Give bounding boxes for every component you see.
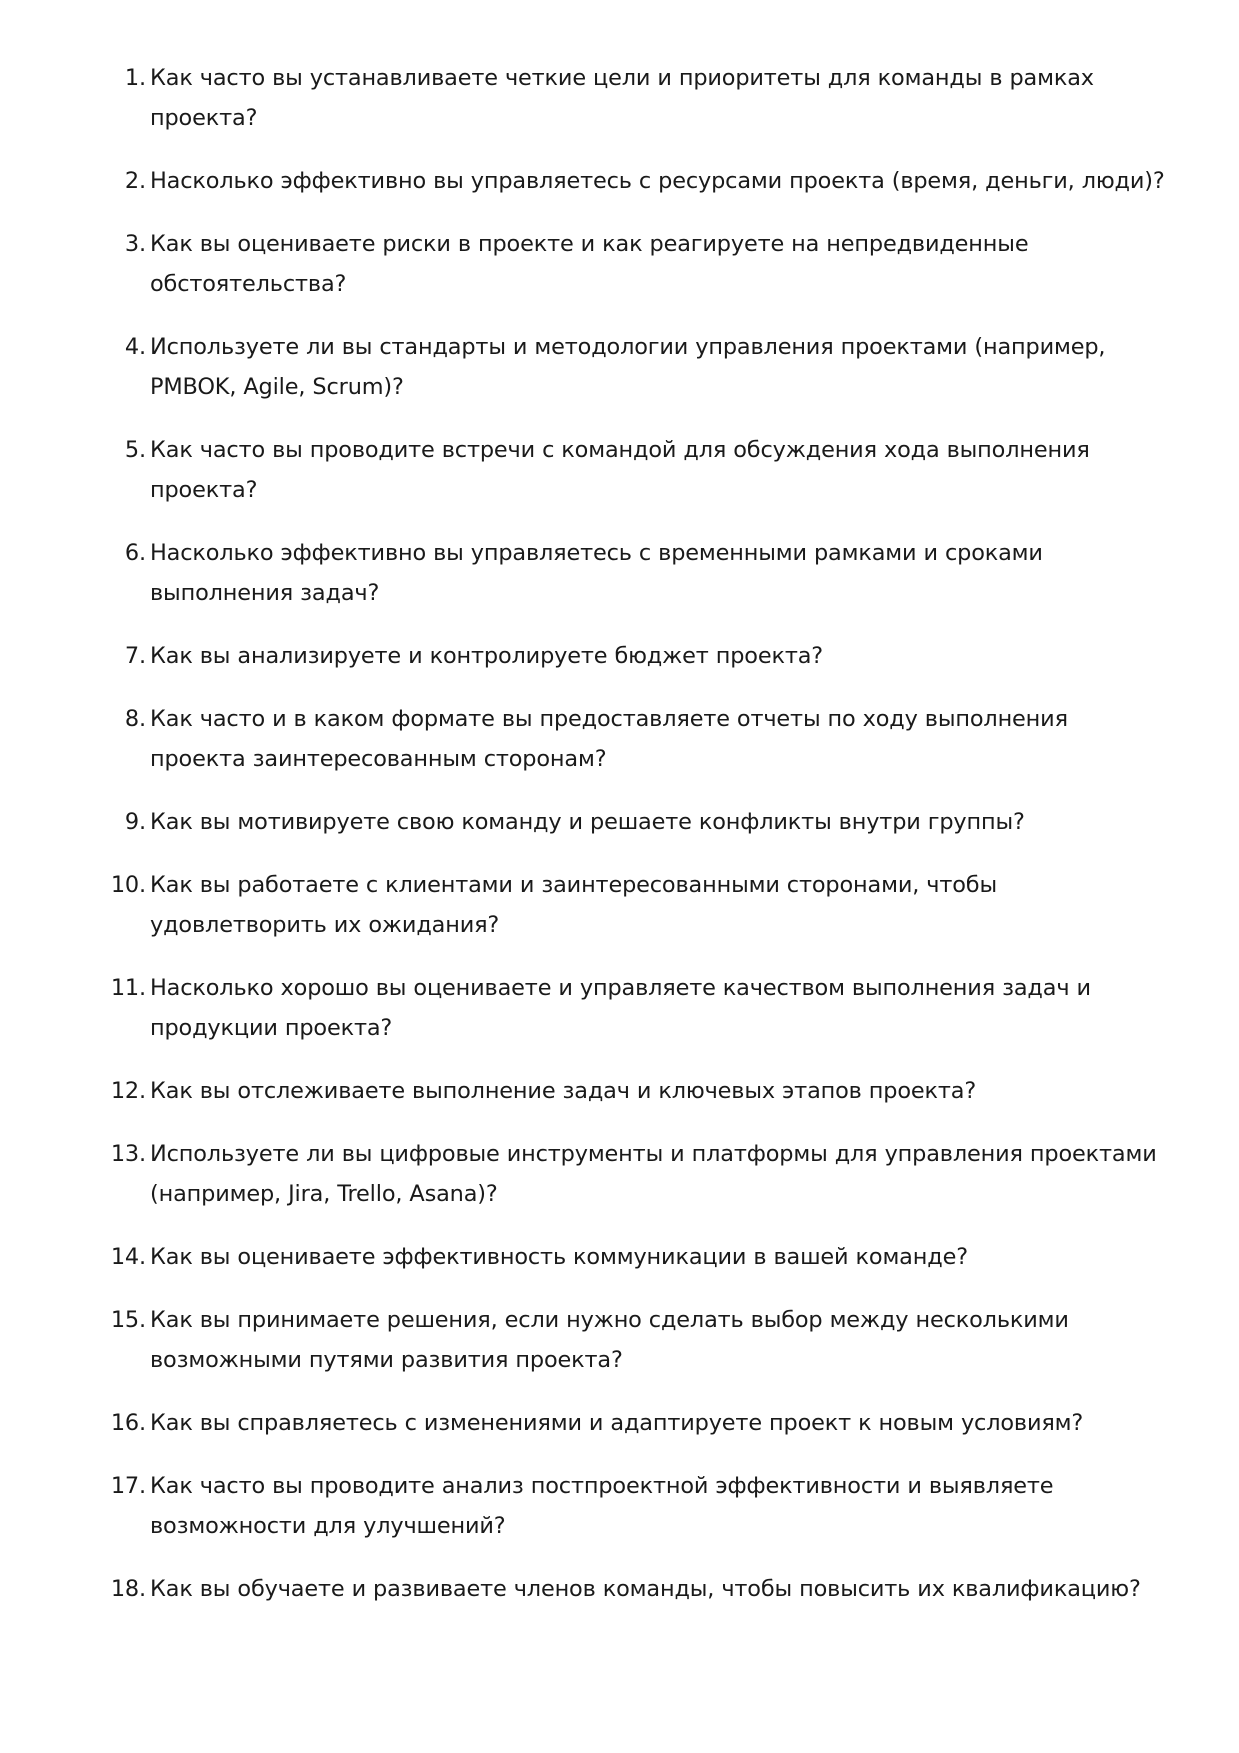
question-text: Как часто вы проводите встречи с командой для обсуждения хода выполнения проекта? bbox=[150, 437, 1090, 503]
question-item-16 bbox=[106, 1403, 1166, 1443]
question-number: 16. bbox=[110, 1410, 146, 1436]
question-text: Как вы обучаете и развиваете членов команды, чтобы повысить их квалификацию? bbox=[150, 1576, 1141, 1602]
question-number: 3. bbox=[124, 231, 146, 257]
question-item-4 bbox=[106, 327, 1166, 407]
question-number: 14. bbox=[110, 1244, 146, 1270]
question-text: Как вы справляетесь с изменениями и адаптируете проект к новым условиям? bbox=[150, 1410, 1084, 1436]
question-number: 7. bbox=[124, 643, 146, 669]
question-text: Насколько хорошо вы оцениваете и управляете качеством выполнения задач и продукции проекта? bbox=[150, 975, 1091, 1041]
question-item-5 bbox=[106, 430, 1166, 510]
question-item-7 bbox=[106, 636, 1166, 676]
question-text: Как часто вы устанавливаете четкие цели и приоритеты для команды в рамках проекта? bbox=[150, 65, 1094, 131]
question-item-3 bbox=[106, 224, 1166, 304]
question-text: Как часто вы проводите анализ постпроектной эффективности и выявляете возможности для улучшений? bbox=[150, 1473, 1054, 1539]
question-text: Насколько эффективно вы управляетесь с временными рамками и сроками выполнения задач? bbox=[150, 540, 1043, 606]
question-item-2 bbox=[106, 161, 1166, 201]
question-text: Используете ли вы стандарты и методологии управления проектами (например, PMBOK, Agile, Scrum)? bbox=[150, 334, 1106, 400]
question-number: 10. bbox=[110, 872, 146, 898]
question-number: 13. bbox=[110, 1141, 146, 1167]
question-text: Используете ли вы цифровые инструменты и платформы для управления проектами (например, Jira, Trello, Asana)? bbox=[150, 1141, 1157, 1207]
question-text: Как вы оцениваете риски в проекте и как реагируете на непредвиденные обстоятельства? bbox=[150, 231, 1029, 297]
question-text: Как вы анализируете и контролируете бюджет проекта? bbox=[150, 643, 824, 669]
question-number: 5. bbox=[124, 437, 146, 463]
question-number: 17. bbox=[110, 1473, 146, 1499]
question-item-12 bbox=[106, 1071, 1166, 1111]
question-text: Как часто и в каком формате вы предоставляете отчеты по ходу выполнения проекта заинтересованным сторонам? bbox=[150, 706, 1068, 772]
question-number: 4. bbox=[124, 334, 146, 360]
question-item-6 bbox=[106, 533, 1166, 613]
questionnaire-list bbox=[106, 58, 1166, 1632]
question-number: 12. bbox=[110, 1078, 146, 1104]
question-item-17 bbox=[106, 1466, 1166, 1546]
question-item-18 bbox=[106, 1569, 1166, 1609]
question-item-13 bbox=[106, 1134, 1166, 1214]
question-text: Насколько эффективно вы управляетесь с ресурсами проекта (время, деньги, люди)? bbox=[150, 168, 1165, 194]
question-number: 18. bbox=[110, 1576, 146, 1602]
question-item-15 bbox=[106, 1300, 1166, 1380]
question-text: Как вы принимаете решения, если нужно сделать выбор между несколькими возможными путями развития проекта? bbox=[150, 1307, 1069, 1373]
question-item-8 bbox=[106, 699, 1166, 779]
question-number: 8. bbox=[124, 706, 146, 732]
question-item-11 bbox=[106, 968, 1166, 1048]
question-item-10 bbox=[106, 865, 1166, 945]
question-text: Как вы оцениваете эффективность коммуникации в вашей команде? bbox=[150, 1244, 968, 1270]
question-number: 15. bbox=[110, 1307, 146, 1333]
question-text: Как вы мотивируете свою команду и решаете конфликты внутри группы? bbox=[150, 809, 1025, 835]
question-item-14 bbox=[106, 1237, 1166, 1277]
question-number: 2. bbox=[124, 168, 146, 194]
question-number: 6. bbox=[124, 540, 146, 566]
question-number: 9. bbox=[124, 809, 146, 835]
question-number: 11. bbox=[110, 975, 146, 1001]
question-number: 1. bbox=[124, 65, 146, 91]
question-text: Как вы работаете с клиентами и заинтересованными сторонами, чтобы удовлетворить их ожидания? bbox=[150, 872, 997, 938]
question-item-1 bbox=[106, 58, 1166, 138]
question-item-9 bbox=[106, 802, 1166, 842]
question-text: Как вы отслеживаете выполнение задач и ключевых этапов проекта? bbox=[150, 1078, 977, 1104]
